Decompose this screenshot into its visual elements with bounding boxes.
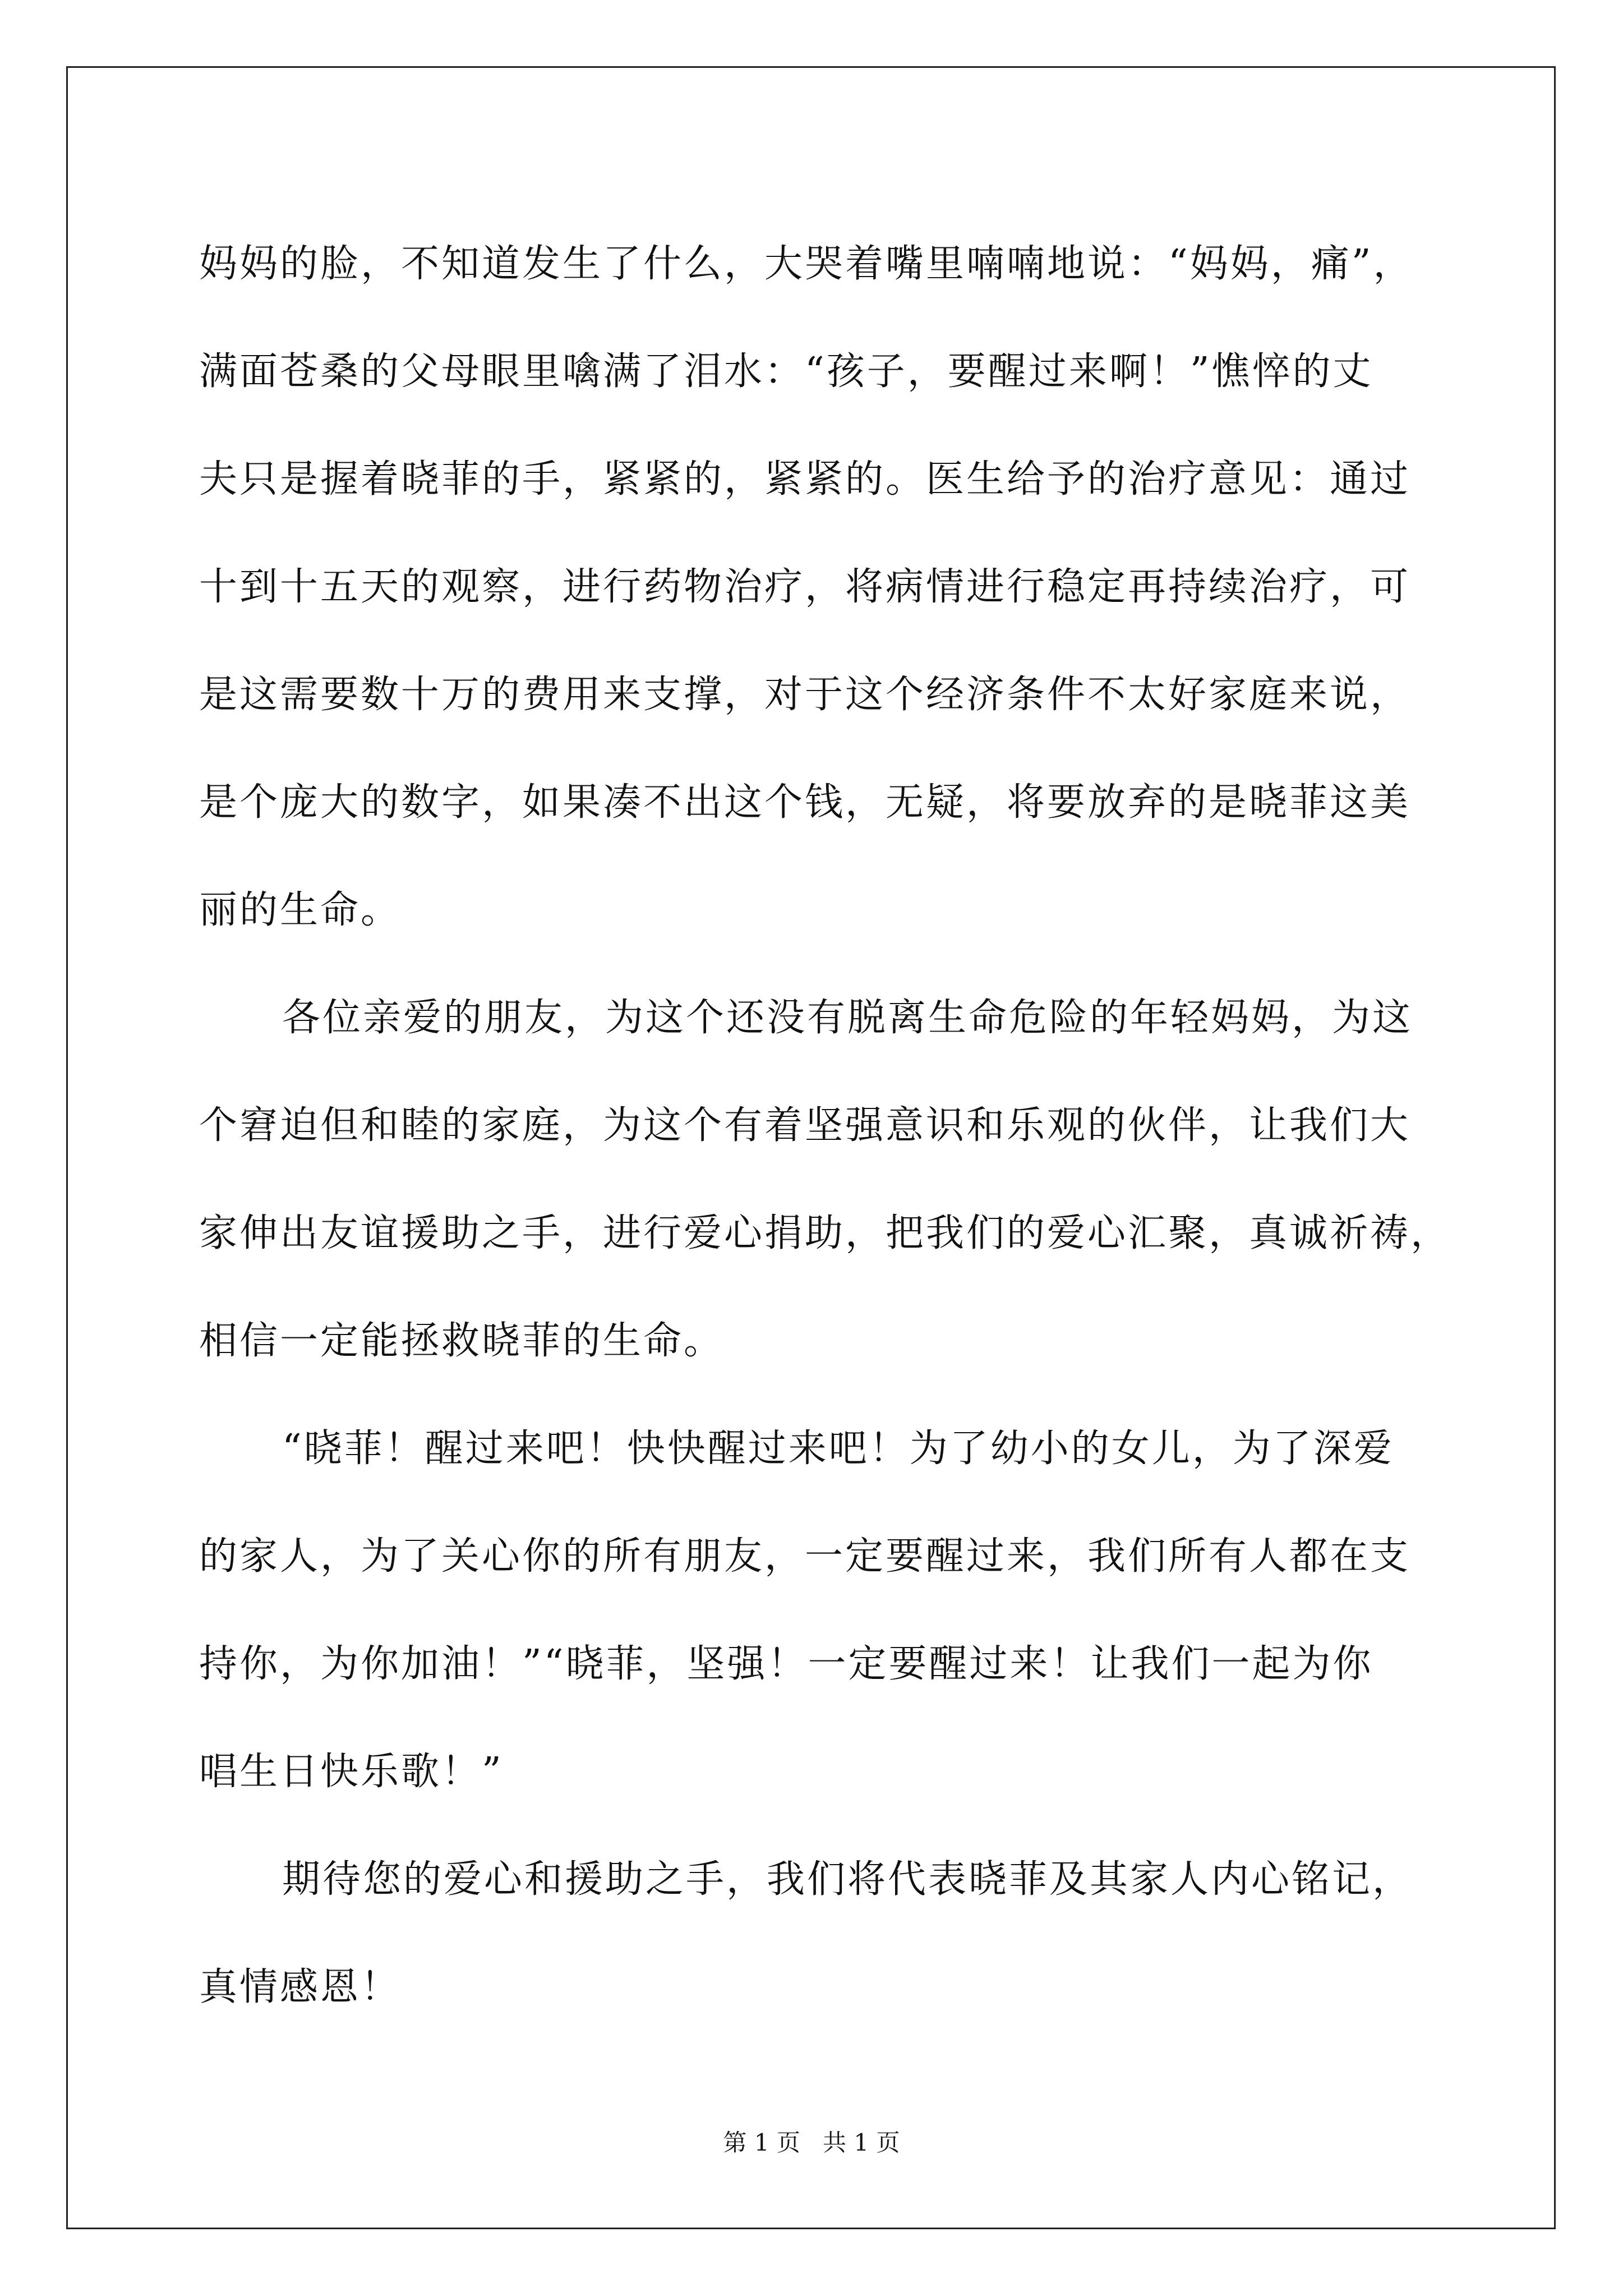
text-line: 妈妈的脸，不知道发生了什么，大哭着嘴里喃喃地说：“妈妈，痛”，	[199, 242, 1414, 286]
text-line: 相信一定能拯救晓菲的生命。	[199, 1319, 725, 1363]
text-line: 夫只是握着晓菲的手，紧紧的，紧紧的。医生给予的治疗意见：通过	[199, 457, 1411, 501]
text-line: 丽的生命。	[199, 888, 402, 932]
text-line: 家伸出友谊援助之手，进行爱心捐助，把我们的爱心汇聚，真诚祈祷，	[199, 1211, 1451, 1255]
text-line: 唱生日快乐歌！”	[199, 1750, 504, 1794]
text-line: 是这需要数十万的费用来支撑，对于这个经济条件不太好家庭来说，	[199, 673, 1411, 717]
text-line: 是个庞大的数字，如果凑不出这个钱，无疑，将要放弃的是晓菲这美	[199, 780, 1411, 825]
text-line: “晓菲！醒过来吧！快快醒过来吧！为了幼小的女儿，为了深爱	[282, 1427, 1394, 1471]
text-line: 真情感恩！	[199, 1965, 402, 2009]
document-body	[199, 210, 1450, 2041]
text-line: 期待您的爱心和援助之手，我们将代表晓菲及其家人内心铭记，	[282, 1857, 1413, 1902]
text-line: 满面苍桑的父母眼里噙满了泪水：“孩子，要醒过来啊！”憔悴的丈	[199, 349, 1373, 394]
text-line: 的家人，为了关心你的所有朋友，一定要醒过来，我们所有人都在支	[199, 1534, 1411, 1579]
text-line: 个窘迫但和睦的家庭，为这个有着坚强意识和乐观的伙伴，让我们大	[199, 1103, 1411, 1148]
text-line: 各位亲爱的朋友，为这个还没有脱离生命危险的年轻妈妈，为这	[282, 996, 1413, 1040]
text-line: 十到十五天的观察，进行药物治疗，将病情进行稳定再持续治疗，可	[199, 565, 1411, 609]
page-number-footer: 第 1 页 共 1 页	[723, 2129, 900, 2156]
text-line: 持你，为你加油！”“晓菲，坚强！一定要醒过来！让我们一起为你	[199, 1642, 1373, 1686]
